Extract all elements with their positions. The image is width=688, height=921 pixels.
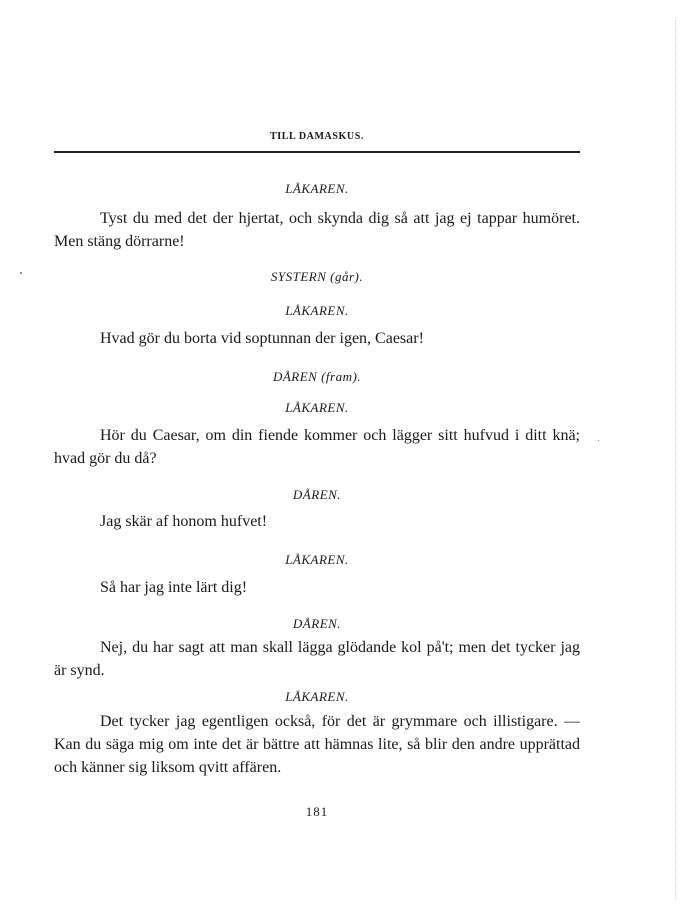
- dialogue-paragraph: Nej, du har sagt att man skall lägga glödande kol på't; men det tycker jag är synd.: [54, 639, 580, 679]
- speaker-label: DÅREN.: [292, 616, 342, 631]
- speaker-label: LÅKAREN.: [285, 303, 349, 318]
- dialogue-paragraph: Så har jag inte lärt dig!: [100, 579, 248, 596]
- scan-speck: [20, 272, 22, 274]
- dialogue-paragraph: Hör du Caesar, om din fiende kommer och lägger sitt hufvud i ditt knä; hvad gör du då?: [54, 427, 580, 467]
- speaker-label: LÅKAREN.: [285, 400, 349, 415]
- page-edge: [674, 20, 676, 900]
- speaker-label: LÅKAREN.: [285, 552, 349, 567]
- dialogue-paragraph: Tyst du med det der hjertat, och skynda dig så att jag ej tappar humöret. Men stäng dörrarne!: [54, 210, 580, 250]
- speaker-label: LÅKAREN.: [285, 181, 349, 196]
- scan-speck: [598, 440, 599, 441]
- stage-direction: DÅREN (fram).: [272, 369, 362, 384]
- running-head: TILL DAMASKUS.: [270, 131, 364, 142]
- speaker-label: LÅKAREN.: [285, 689, 349, 704]
- stage-direction: SYSTERN (går).: [270, 269, 364, 284]
- speaker-label: DÅREN.: [292, 487, 342, 502]
- header-rule: [54, 151, 580, 153]
- dialogue-paragraph: Jag skär af honom hufvet!: [100, 513, 268, 530]
- dialogue-paragraph: Det tycker jag egentligen också, för det är grymmare och illistigare. — Kan du säga mig om inte det är bättre att hämnas lite, så blir den andre upprättad och känner sig liksom qvitt affären.: [54, 713, 580, 776]
- dialogue-paragraph: Hvad gör du borta vid soptunnan der igen, Caesar!: [100, 330, 424, 347]
- page-number: 181: [305, 804, 329, 819]
